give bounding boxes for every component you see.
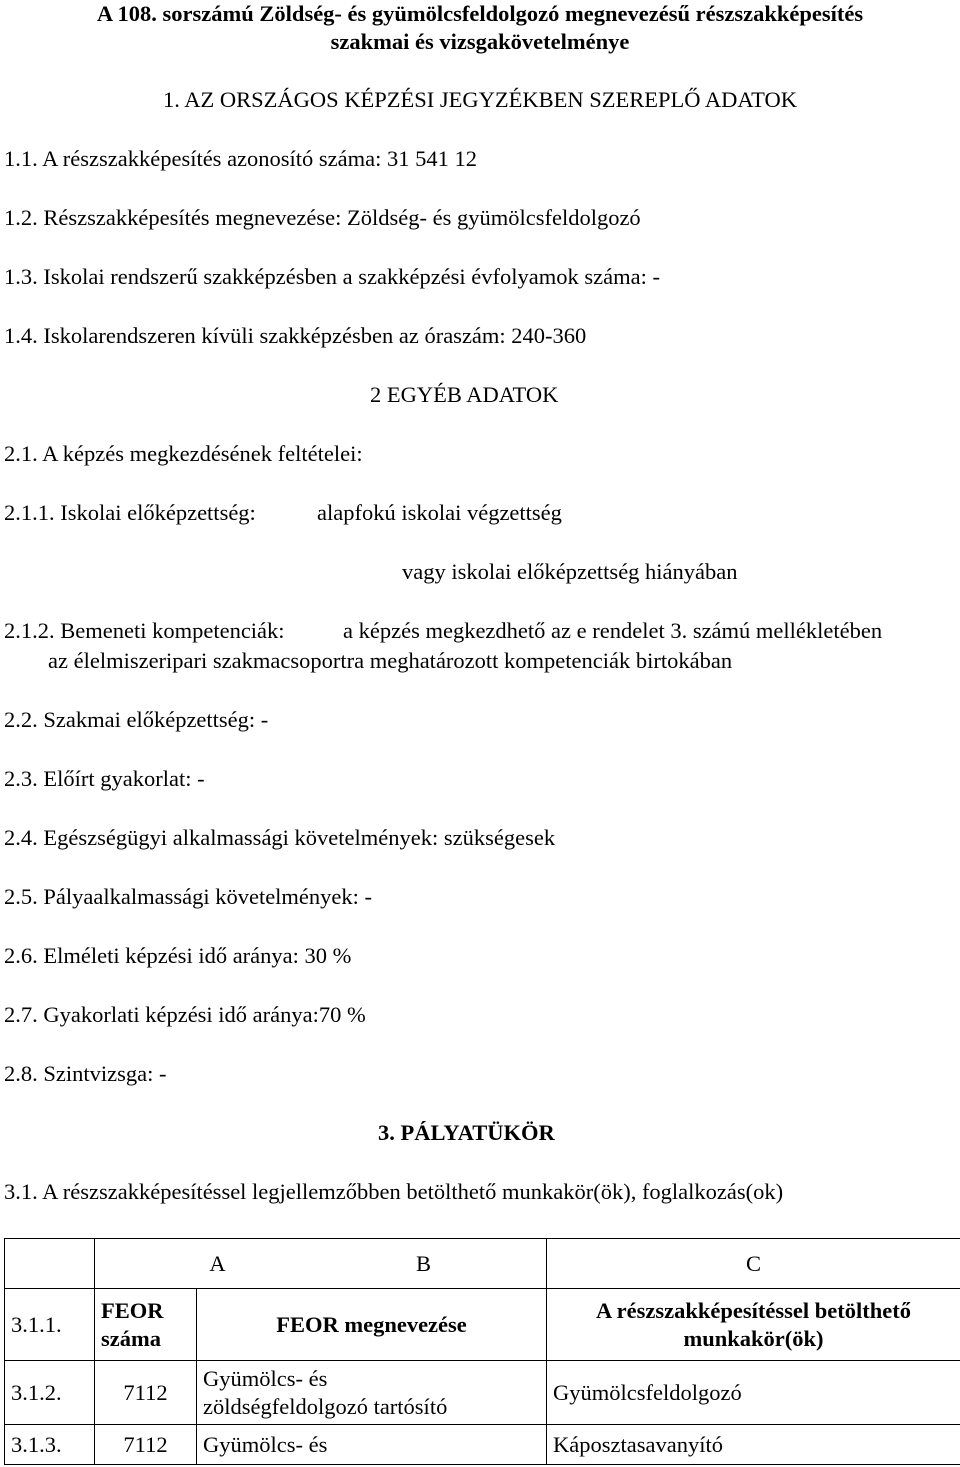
- item-2-4: 2.4. Egészségügyi alkalmassági követelmények: szükségesek: [4, 825, 556, 850]
- section3-heading: 3. PÁLYATÜKÖR: [378, 1120, 555, 1145]
- header-feor-name: FEOR megnevezése: [197, 1289, 547, 1361]
- col-letter-a: A: [209, 1251, 226, 1276]
- row-feor: 7112: [95, 1361, 197, 1425]
- row-feor-name-cell: [197, 1361, 547, 1425]
- row-feor-name-line2: zöldségfeldolgozó tartósító: [203, 1393, 448, 1419]
- row-job: Káposztasavanyító: [547, 1425, 960, 1465]
- col-letter-b: B: [415, 1251, 431, 1276]
- item-1-4: 1.4. Iskolarendszeren kívüli szakképzésben az óraszám: 240-360: [4, 323, 587, 348]
- table-col-letters-ab: [95, 1239, 547, 1289]
- section1-heading: 1. AZ ORSZÁGOS KÉPZÉSI JEGYZÉKBEN SZEREPLŐ ADATOK: [163, 87, 797, 112]
- item-2-1-2-value: a képzés megkezdhető az e rendelet 3. számú mellékletében: [343, 618, 883, 643]
- item-2-1: 2.1. A képzés megkezdésének feltételei:: [4, 441, 363, 466]
- header-job-line2: munkakör(ök): [683, 1325, 824, 1351]
- header-feor-line2: száma: [101, 1325, 161, 1351]
- item-2-6: 2.6. Elméleti képzési idő aránya: 30 %: [4, 943, 352, 968]
- section2-heading: 2 EGYÉB ADATOK: [370, 382, 559, 407]
- table-corner-cell: [5, 1239, 95, 1289]
- occupation-table: [4, 1238, 960, 1465]
- table-letter-row: [5, 1239, 960, 1289]
- table-header-row: [5, 1289, 960, 1361]
- header-num: 3.1.1.: [5, 1289, 95, 1361]
- col-letter-c: C: [547, 1239, 960, 1289]
- item-2-2: 2.2. Szakmai előképzettség: -: [4, 707, 269, 732]
- document-title-line2: szakmai és vizsgakövetelménye: [330, 29, 630, 54]
- table-row: [5, 1361, 960, 1425]
- item-2-1-1-alt: vagy iskolai előképzettség hiányában: [402, 559, 738, 584]
- row-feor-name-line1: Gyümölcs- és: [203, 1365, 328, 1391]
- item-2-5: 2.5. Pályaalkalmassági követelmények: -: [4, 884, 373, 909]
- header-feor-line1: FEOR: [101, 1297, 164, 1323]
- item-3-1: 3.1. A részszakképesítéssel legjellemzőbben betölthető munkakör(ök), foglalkozás(ok): [4, 1179, 784, 1204]
- item-1-1: 1.1. A részszakképesítés azonosító száma: 31 541 12: [4, 146, 478, 171]
- item-2-1-1-label: 2.1.1. Iskolai előképzettség:: [4, 500, 256, 525]
- item-2-3: 2.3. Előírt gyakorlat: -: [4, 766, 205, 791]
- header-job-cell: [547, 1289, 960, 1361]
- row-num: 3.1.2.: [5, 1361, 95, 1425]
- item-2-1-2-label: 2.1.2. Bemeneti kompetenciák:: [4, 618, 285, 643]
- item-1-3: 1.3. Iskolai rendszerű szakképzésben a szakképzési évfolyamok száma: -: [4, 264, 660, 289]
- row-feor: 7112: [95, 1425, 197, 1465]
- item-1-2: 1.2. Részszakképesítés megnevezése: Zöldség- és gyümölcsfeldolgozó: [4, 205, 641, 230]
- row-feor-name: Gyümölcs- és: [197, 1425, 547, 1465]
- header-job-line1: A részszakképesítéssel betölthető: [596, 1297, 911, 1323]
- item-2-7: 2.7. Gyakorlati képzési idő aránya:70 %: [4, 1002, 366, 1027]
- document-title-line1: A 108. sorszámú Zöldség- és gyümölcsfeldolgozó megnevezésű részszakképesítés: [96, 1, 864, 26]
- table-row: [5, 1425, 960, 1465]
- header-feor-cell: [95, 1289, 197, 1361]
- item-2-8: 2.8. Szintvizsga: -: [4, 1061, 167, 1086]
- item-2-1-1-value: alapfokú iskolai végzettség: [317, 500, 562, 525]
- item-2-1-2-value-cont: az élelmiszeripari szakmacsoportra meghatározott kompetenciák birtokában: [48, 648, 733, 673]
- row-job: Gyümölcsfeldolgozó: [547, 1361, 960, 1425]
- row-num: 3.1.3.: [5, 1425, 95, 1465]
